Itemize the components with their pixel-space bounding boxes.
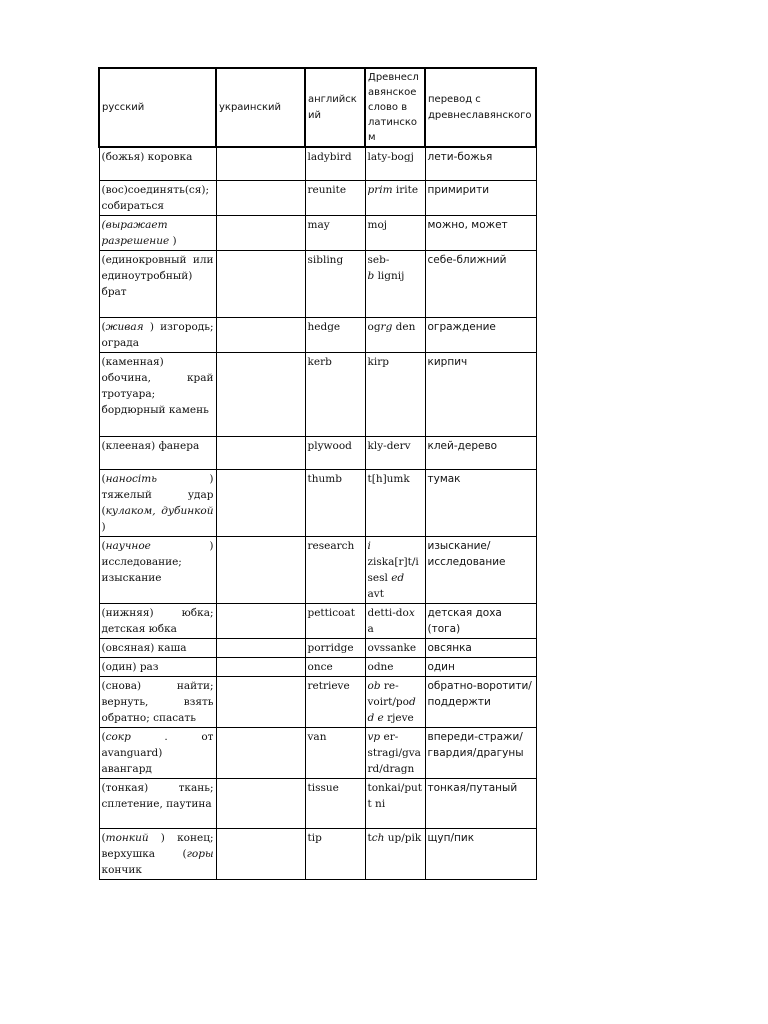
latin-text: rjeve [383,711,414,724]
cell-latin [365,536,425,603]
cell-english: van [305,727,365,778]
latin-text-italic: rg [380,320,393,333]
table-row [99,828,536,879]
latin-text: up/pik [384,831,422,844]
cell-english: ladybird [305,147,365,180]
russian-text: (снова) найти; вернуть, взять обратно; спасать [101,679,214,724]
russian-text-italic: горы [186,847,214,860]
latin-text: irite [392,183,419,196]
table-row [99,147,536,180]
cell-russian [99,147,216,180]
cell-latin [365,352,425,436]
cell-latin [365,469,425,536]
latin-text: ovssanke [367,641,417,654]
cell-latin [365,657,425,676]
russian-text-italic: сокр [105,730,131,743]
latin-text: den [392,320,416,333]
table-row [99,638,536,657]
cell-latin [365,436,425,469]
russian-text: ) [101,520,106,533]
cell-russian [99,536,216,603]
cell-ukrainian [216,469,305,536]
header-english: английский [305,68,365,147]
cell-russian [99,778,216,828]
cell-translation: себе-ближний [425,250,536,317]
cell-latin [365,638,425,657]
cell-ukrainian [216,180,305,215]
latin-text-italic: ed [387,571,405,584]
russian-text: (божья) коровка [101,151,193,163]
cell-translation: изыскание/исследование [425,536,536,603]
header-russian: русский [99,68,216,147]
russian-text: ) исследование; изыскание [101,539,214,584]
russian-text: (каменная) обочина, край тротуара; бордюрный камень [101,355,214,416]
cell-russian [99,638,216,657]
table-row [99,352,536,436]
cell-english: once [305,657,365,676]
cell-ukrainian [216,778,305,828]
russian-text-italic: (выражает разрешение [101,218,170,247]
latin-text: kirp [367,355,389,368]
cell-ukrainian [216,638,305,657]
cell-latin [365,317,425,352]
latin-text-italic: b [367,269,375,282]
latin-text-italic: vp [367,730,381,743]
table-row [99,778,536,828]
latin-text: odne [367,660,394,673]
russian-text: ) конец; верхушка ( [101,831,214,860]
russian-text: ( [101,730,106,743]
cell-russian [99,727,216,778]
cell-english: reunite [305,180,365,215]
cell-english: may [305,215,365,250]
table-row [99,180,536,215]
table-row [99,250,536,317]
cell-russian [99,828,216,879]
cell-russian [99,603,216,638]
latin-text-italic: ob [367,679,381,692]
cell-latin [365,147,425,180]
russian-text: ) тяжелый удар ( [101,472,214,517]
cell-english: tip [305,828,365,879]
table-row [99,676,536,727]
table-row [99,436,536,469]
latin-text: ziska[r]t/i sesl [367,555,419,584]
cell-english: research [305,536,365,603]
russian-text: (вос)соединять(ся); собираться [101,183,210,212]
latin-text: re-voirt/po [367,679,409,708]
table-row [99,536,536,603]
cell-latin [365,778,425,828]
cell-russian [99,676,216,727]
cell-ukrainian [216,250,305,317]
cell-english: hedge [305,317,365,352]
cell-translation: один [425,657,536,676]
cell-russian [99,657,216,676]
cell-translation: тумак [425,469,536,536]
table-row [99,215,536,250]
cell-ukrainian [216,727,305,778]
latin-text-italic: i [367,539,371,552]
cell-translation: впереди-стражи/гвардия/драгуны [425,727,536,778]
table-row [99,469,536,536]
russian-text: ( [101,831,106,844]
cell-latin [365,828,425,879]
cell-ukrainian [216,436,305,469]
latin-text: kly-derv [367,439,411,452]
russian-text: (овсяная) каша [101,641,187,654]
latin-text: tonkai/putt ni [367,781,423,810]
russian-text: ) изгородь; ограда [101,320,214,349]
russian-text-italic: научное [105,539,151,552]
russian-text: (единокровный или единоутробный) брат [101,253,214,298]
russian-text-italic: тонкий [105,831,149,844]
latin-text: laty-bogj [367,151,414,163]
cell-english: thumb [305,469,365,536]
cell-ukrainian [216,215,305,250]
cell-english: retrieve [305,676,365,727]
cell-translation: детская доха (тога) [425,603,536,638]
russian-text: . от avanguard) авангард [101,730,214,775]
cell-translation: клей-дерево [425,436,536,469]
table-row [99,727,536,778]
cell-translation: обратно-воротити/поддержти [425,676,536,727]
latin-text: avt [367,587,384,600]
latin-text: moj [367,218,388,231]
cell-translation: лети-божья [425,147,536,180]
cell-translation: тонкая/путаный [425,778,536,828]
table-header-row [99,68,536,147]
cell-ukrainian [216,676,305,727]
latin-text: og [367,320,381,333]
vocabulary-table [98,67,537,880]
header-ukrainian: украинский [216,68,305,147]
latin-text-italic: rim [374,183,393,196]
cell-translation: кирпич [425,352,536,436]
russian-text: (нижняя) юбка; детская юбка [101,606,214,635]
header-translation: перевод с древнеславянского [425,68,536,147]
cell-latin [365,215,425,250]
latin-text: t[h]umk [367,472,410,485]
latin-text: seb- [367,253,390,266]
cell-russian [99,215,216,250]
cell-russian [99,317,216,352]
latin-text: detti-do [367,606,409,619]
cell-russian [99,469,216,536]
latin-text: lignij [374,269,405,282]
cell-english: porridge [305,638,365,657]
cell-ukrainian [216,317,305,352]
latin-text-italic: p [367,183,375,196]
latin-text-italic: d d e [367,695,416,724]
latin-text: er-stragi/gvard/dragn [367,730,421,775]
russian-text: ( [101,320,106,333]
table-row [99,657,536,676]
cell-english: sibling [305,250,365,317]
russian-text: ( [101,472,106,485]
russian-text: (клееная) фанера [101,439,200,452]
latin-text-italic: x [408,606,415,619]
russian-text-italic: живая [105,320,144,333]
cell-latin [365,250,425,317]
russian-text: (один) раз [101,660,159,673]
russian-text-italic: кулаком, дубинкой [105,504,214,517]
russian-text: (тонкая) ткань; сплетение, паутина [101,781,214,810]
cell-translation: щуп/пик [425,828,536,879]
cell-english: tissue [305,778,365,828]
cell-ukrainian [216,603,305,638]
russian-text-italic: наносіть [105,472,157,485]
cell-latin [365,603,425,638]
cell-ukrainian [216,147,305,180]
cell-english: petticoat [305,603,365,638]
russian-text: ( [101,539,106,552]
cell-latin [365,676,425,727]
cell-ukrainian [216,536,305,603]
table-row [99,603,536,638]
cell-ukrainian [216,352,305,436]
latin-text-italic: ch [371,831,385,844]
cell-translation: ограждение [425,317,536,352]
table-row [99,317,536,352]
cell-ukrainian [216,657,305,676]
cell-russian [99,436,216,469]
cell-russian [99,180,216,215]
header-old-slavic-latin: Древнеславянское слово в латинском [365,68,425,147]
cell-ukrainian [216,828,305,879]
cell-russian [99,352,216,436]
cell-translation: овсянка [425,638,536,657]
latin-text: t [367,831,372,844]
russian-text: ) [169,234,177,247]
cell-latin [365,180,425,215]
cell-translation: можно, может [425,215,536,250]
cell-latin [365,727,425,778]
cell-russian [99,250,216,317]
cell-english: kerb [305,352,365,436]
latin-text: a [367,622,374,635]
russian-text: кончик [101,863,142,876]
cell-english: plywood [305,436,365,469]
cell-translation: примирити [425,180,536,215]
